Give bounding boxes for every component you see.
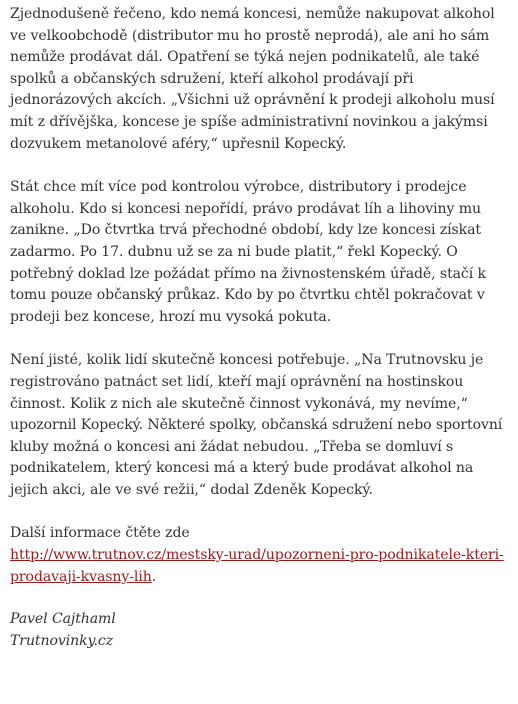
article-paragraph-2: Stát chce mít více pod kontrolou výrobce, distributory i prodejce alkoholu. Kdo si koncesi nepořídí, právo prodávat líh a lihoviny mu zanikne. „Do čtvrtka trvá přechodné období, kdy lze koncesi získat zadarmo. Po 17. dubnu už se za ni bude platit,“ řekl Kopecký. O potřebný doklad lze požádat přímo na živnostenském úřadě, stačí k tomu pouze občanský průkaz. Kdo by po čtvrtku chtěl pokračovat v prodeji bez koncese, hrozí mu vysoká pokuta. <box>10 179 486 325</box>
more-info-suffix: . <box>151 568 157 585</box>
more-info-paragraph <box>10 523 506 588</box>
author-name: Pavel Cajthaml <box>10 611 116 628</box>
article-paragraph-1: Zjednodušeně řečeno, kdo nemá koncesi, nemůže nakupovat alkohol ve velkoobchodě (distributor mu ho prostě neprodá), ale ani ho sám nemůže prodávat dál. Opatření se týká nejen podnikatelů, ale také spolků a občanských sdružení, kteří alkohol prodávají při jednorázových akcích. „Všichni už oprávnění k prodeji alkoholu musí mít z dřívějška, koncese je spíše administrativní novinkou a jakýmsi dozvukem metanolové aféry,“ upřesnil Kopecký. <box>10 6 495 152</box>
more-info-link[interactable]: http://www.trutnov.cz/mestsky-urad/upozorneni-pro-podnikatele-kteri-prodavaji-kvasny-lih <box>10 547 504 585</box>
author-source: Trutnovinky.cz <box>10 632 114 649</box>
article-paragraph-3: Není jisté, kolik lidí skutečně koncesi potřebuje. „Na Trutnovsku je registrováno patnáct set lidí, kteří mají oprávnění na hostinskou činnost. Kolik z nich ale skutečně činnost vykonává, my nevíme,“ upozornil Kopecký. Některé spolky, občanská sdružení nebo sportovní kluby možná o koncesi ani žádat nebudou. „Třeba se domluví s podnikatelem, který koncesi má a který bude prodávat alkohol na jejich akci, ale ve své režii,“ dodal Zdeněk Kopecký. <box>10 352 503 498</box>
author-signature <box>10 609 506 652</box>
more-info-label: Další informace čtěte zde <box>10 525 190 542</box>
